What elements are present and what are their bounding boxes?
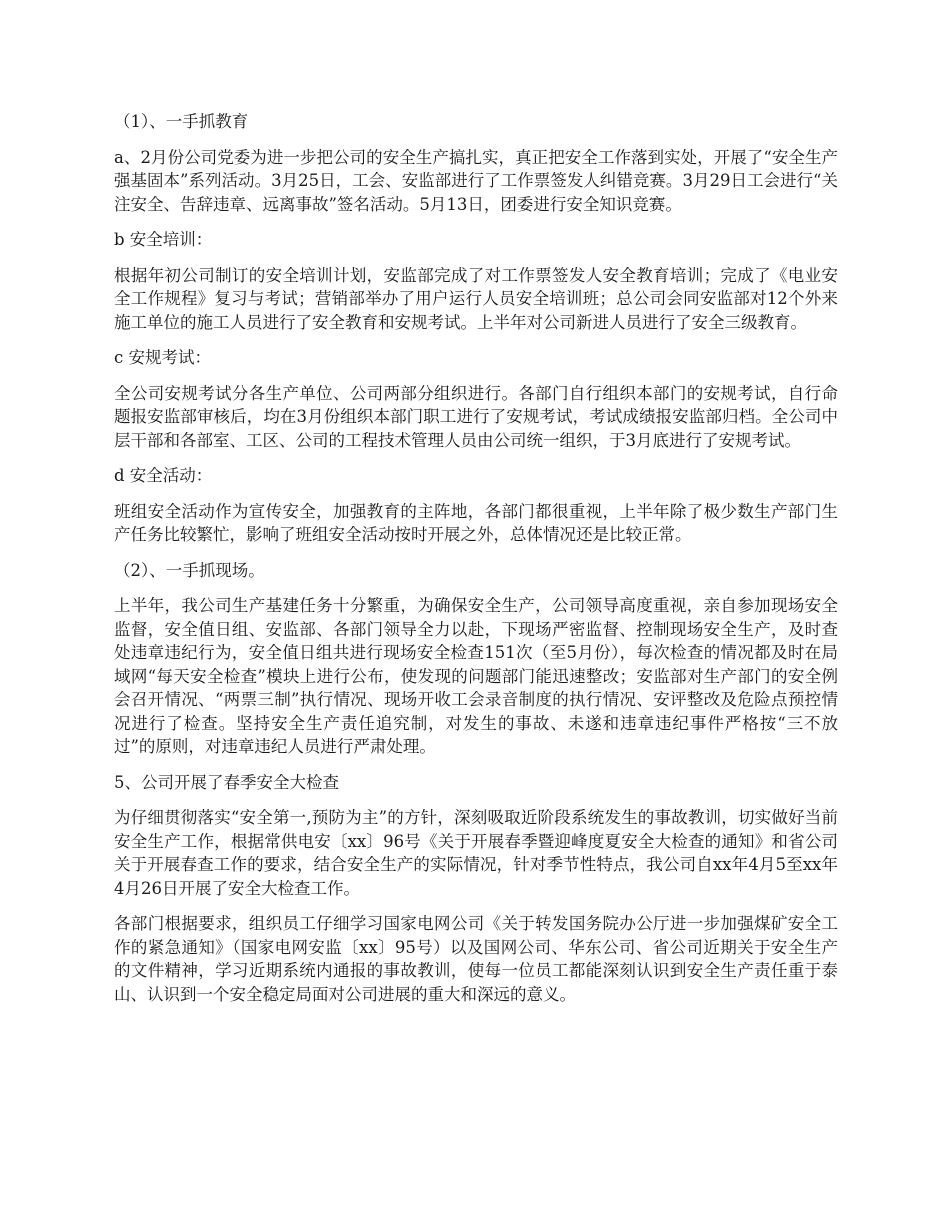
paragraph-safety-activities: 班组安全活动作为宣传安全，加强教育的主阵地，各部门都很重视，上半年除了极少数生产部门生产任务比较繁忙，影响了班组安全活动按时开展之外，总体情况还是比较正常。 xyxy=(114,501,838,544)
heading-spring-inspection: 5、公司开展了春季安全大检查 xyxy=(114,772,339,792)
paragraph-spring-inspection: 为仔细贯彻落实“安全第一,预防为主”的方针，深刻吸取近阶段系统发生的事故教训，切实做好当前安全生产工作，根据常供电安〔xx〕96号《关于开展春季暨迎峰度夏安全大检查的通知》和省公司关于开展春查工作的要求，结合安全生产的实际情况，针对季节性特点，我公司自xx年4月5至xx年4月26日开展了安全大检查工作。 xyxy=(114,808,838,898)
paragraph-department-study: 各部门根据要求，组织员工仔细学习国家电网公司《关于转发国务院办公厅进一步加强煤矿安全工作的紧急通知》（国家电网安监〔xx〕95号）以及国网公司、华东公司、省公司近期关于安全生产的文件精神，学习近期系统内通报的事故教训，使每一位员工都能深刻认识到安全生产责任重于泰山、认识到一个安全稳定局面对公司进展的重大和深远的意义。 xyxy=(114,914,838,1004)
subheading-regulation-exam: c 安规考试： xyxy=(114,348,211,367)
paragraph-activities: a、2月份公司党委为进一步把公司的安全生产搞扎实，真正把安全工作落到实处，开展了“安全生产强基固本”系列活动。3月25日，工会、安监部进行了工作票签发人纠错竞赛。3月29日工会进行“关注安全、告辞违章、远离事故”签名活动。5月13日，团委进行安全知识竞赛。 xyxy=(114,147,838,214)
subheading-safety-training: b 安全培训： xyxy=(114,230,213,249)
paragraph-site: 上半年，我公司生产基建任务十分繁重，为确保安全生产，公司领导高度重视，亲自参加现场安全监督，安全值日组、安监部、各部门领导全力以赴，下现场严密监督、控制现场安全生产，及时查处违章违纪行为，安全值日组共进行现场安全检查151次（至5月份），每次检查的情况都及时在局域网“每天安全检查”模块上进行公布，使发现的问题部门能迅速整改；安监部对生产部门的安全例会召开情况、“两票三制”执行情况、现场开收工会录音制度的执行情况、安评整改及危险点预控情况进行了检查。坚持安全生产责任追究制，对发生的事故、未遂和违章违纪事件严格按“三不放过”的原则，对违章违纪人员进行严肃处理。 xyxy=(114,596,838,756)
paragraph-regulation-exam: 全公司安规考试分各生产单位、公司两部分组织进行。各部门自行组织本部门的安规考试，自行命题报安监部审核后，均在3月份组织本部门职工进行了安规考试，考试成绩报安监部归档。全公司中层干部和各部室、工区、公司的工程技术管理人员由公司统一组织，于3月底进行了安规考试。 xyxy=(114,383,838,450)
subheading-safety-activities: d 安全活动： xyxy=(114,466,213,485)
heading-education: （1）、一手抓教育 xyxy=(114,112,249,131)
paragraph-safety-training: 根据年初公司制订的安全培训计划，安监部完成了对工作票签发人安全教育培训；完成了《电业安全工作规程》复习与考试；营销部举办了用户运行人员安全培训班；总公司会同安监部对12个外来施工单位的施工人员进行了安全教育和安规考试。上半年对公司新进人员进行了安全三级教育。 xyxy=(114,265,838,332)
heading-site: （2）、一手抓现场。 xyxy=(114,560,265,580)
document-page xyxy=(114,110,838,1018)
